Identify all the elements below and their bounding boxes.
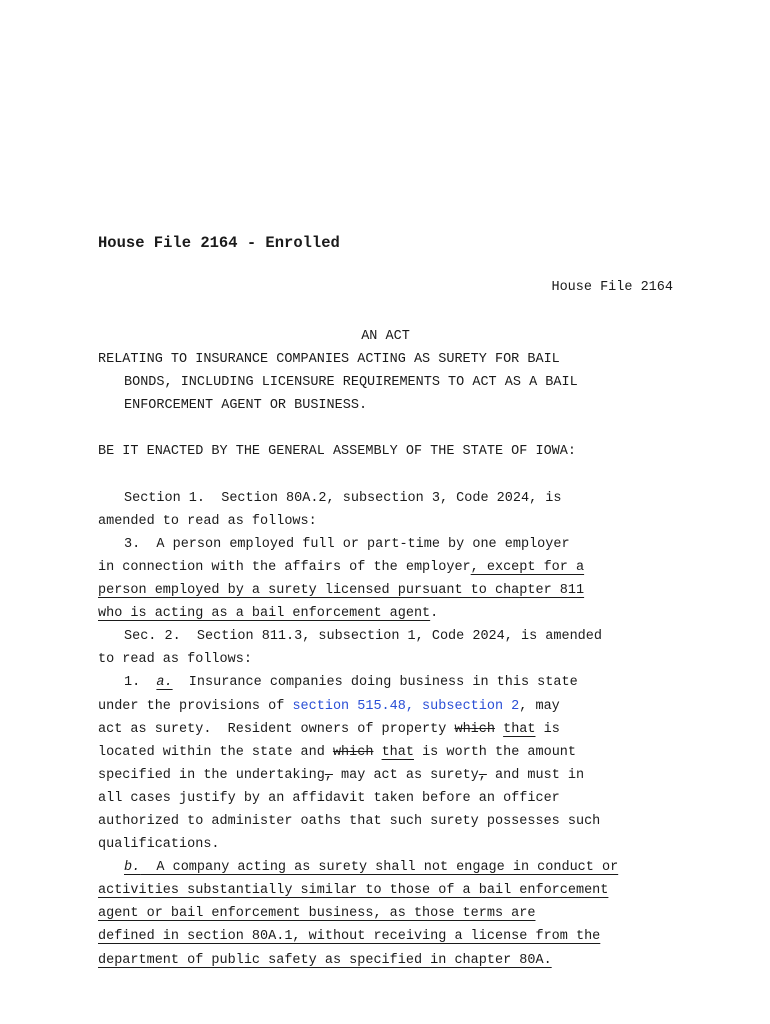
inserted-text: activities substantially similar to those of a bail enforcement: [98, 883, 609, 899]
inserted-text: person employed by a surety licensed pursuant to chapter 811: [98, 583, 585, 599]
plain-text: is worth the amount: [413, 744, 577, 760]
subpara-b-label: b.: [124, 860, 141, 876]
section2-para1-line-4: [98, 741, 678, 764]
plain-text: is: [535, 721, 560, 737]
inserted-text: defined in section 80A.1, without receiving a license from the: [98, 929, 601, 945]
plain-text: [373, 745, 381, 760]
inserted-text: that: [381, 744, 414, 760]
deleted-text: which: [332, 744, 374, 760]
section-link[interactable]: section 515.48, subsection 2: [292, 698, 520, 714]
plain-text: under the provisions of: [98, 698, 293, 714]
section2-para1-line-1: [98, 671, 678, 694]
section2-para1-line-3: [98, 718, 678, 741]
plain-text: may act as surety: [332, 767, 479, 783]
enacting-clause: BE IT ENACTED BY THE GENERAL ASSEMBLY OF THE STATE OF IOWA:: [98, 444, 576, 460]
plain-text: Insurance companies doing business in this state: [172, 675, 578, 691]
section2-subpara-b-line-5: [98, 949, 678, 972]
inserted-text: A company acting as surety shall not engage in conduct or: [140, 860, 619, 876]
relating-line-2: BONDS, INCLUDING LICENSURE REQUIREMENTS TO ACT AS A BAIL: [124, 375, 578, 391]
section2-subpara-b-line-3: [98, 902, 678, 925]
section1-intro-line-1: Section 1. Section 80A.2, subsection 3, Code 2024, is: [124, 490, 562, 506]
spacer: [98, 464, 678, 487]
section2-para1-line-6: all cases justify by an affidavit taken before an officer: [98, 790, 560, 806]
plain-text: [495, 722, 503, 737]
deleted-text: ,: [478, 767, 487, 783]
deleted-text: which: [454, 721, 495, 737]
plain-text: and must in: [486, 767, 585, 783]
section2-intro-line-1: Sec. 2. Section 811.3, subsection 1, Code 2024, is amended: [124, 629, 602, 645]
relating-line-1: RELATING TO INSURANCE COMPANIES ACTING AS SURETY FOR BAIL: [98, 352, 560, 368]
inserted-text: who is acting as a bail enforcement agent: [98, 606, 431, 622]
plain-text: act as surety. Resident owners of property: [98, 721, 455, 737]
document-body: [98, 325, 678, 972]
section1-para3-line-3: [98, 579, 678, 602]
section2-para1-line-5: [98, 764, 678, 787]
section2-para1-line-2: [98, 695, 678, 718]
inserted-text: agent or bail enforcement business, as those terms are: [98, 906, 536, 922]
section2-subpara-b-line-4: [98, 925, 678, 948]
section1-para3-line-1: 3. A person employed full or part-time by one employer: [124, 536, 570, 552]
inserted-text: , except for a: [470, 559, 585, 575]
section2-subpara-b-line-2: [98, 879, 678, 902]
plain-text: .: [430, 606, 439, 622]
section1-intro-line-2: amended to read as follows:: [98, 513, 317, 529]
document-title: House File 2164 - Enrolled: [98, 234, 340, 252]
relating-line-3: ENFORCEMENT AGENT OR BUSINESS.: [124, 398, 368, 414]
section2-subpara-b-line-1: [98, 856, 678, 879]
section1-para3-line-2: [98, 556, 678, 579]
inserted-text: department of public safety as specified in chapter 80A.: [98, 952, 552, 968]
plain-text: specified in the undertaking: [98, 767, 325, 783]
act-heading: AN ACT: [361, 329, 410, 344]
deleted-text: ,: [324, 767, 333, 783]
spacer: [98, 417, 678, 440]
plain-text: in connection with the affairs of the employer: [98, 559, 471, 575]
inserted-text: that: [503, 721, 536, 737]
para-number: 1.: [124, 675, 157, 691]
plain-text: located within the state and: [98, 744, 333, 760]
section2-para1-line-8: qualifications.: [98, 837, 220, 853]
section1-para3-line-4: [98, 602, 678, 625]
section2-intro-line-2: to read as follows:: [98, 652, 252, 668]
file-reference: House File 2164: [551, 280, 673, 295]
plain-text: , may: [519, 698, 560, 714]
subpara-a-label: a.: [156, 675, 173, 691]
section2-para1-line-7: authorized to administer oaths that such surety possesses such: [98, 813, 601, 829]
